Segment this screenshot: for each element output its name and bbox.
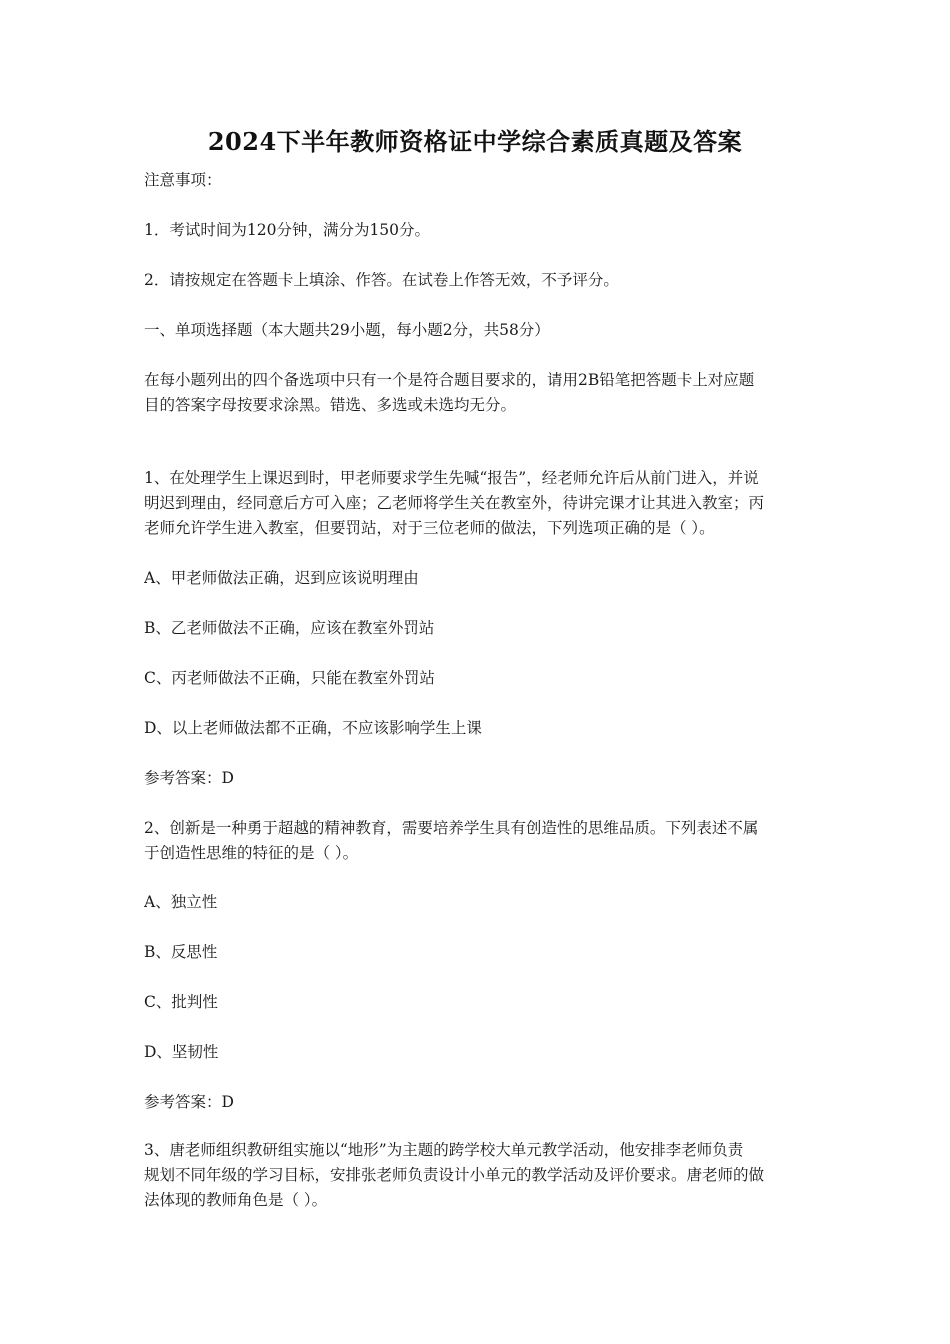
section-heading: 一、单项选择题（本大题共29小题，每小题2分，共58分） (144, 321, 550, 339)
question-stem-line: 法体现的教师角色是（ ）。 (144, 1191, 328, 1209)
question-stem-line: 明迟到理由，经同意后方可入座；乙老师将学生关在教室外，待讲完课才让其进入教室；丙 (144, 494, 765, 512)
question-stem-line: 2、创新是一种勇于超越的精神教育，需要培养学生具有创造性的思维品质。下列表述不属 (144, 819, 759, 837)
instructions-line: 目的答案字母按要求涂黑。错选、多选或未选均无分。 (144, 396, 517, 414)
question-2-option-b: B、反思性 (144, 943, 218, 961)
question-3-stem (144, 1138, 810, 1213)
question-2-answer: 参考答案：D (144, 1093, 234, 1111)
notice-heading: 注意事项： (144, 171, 222, 189)
question-2-stem (144, 816, 810, 866)
question-1-option-d: D、以上老师做法都不正确，不应该影响学生上课 (144, 719, 482, 737)
question-1-stem (144, 466, 810, 541)
question-1-answer: 参考答案：D (144, 769, 234, 787)
question-1-option-a: A、甲老师做法正确，迟到应该说明理由 (144, 569, 419, 587)
question-1-option-c: C、丙老师做法不正确，只能在教室外罚站 (144, 669, 435, 687)
question-2-option-c: C、批判性 (144, 993, 218, 1011)
question-stem-line: 规划不同年级的学习目标，安排张老师负责设计小单元的教学活动及评价要求。唐老师的做 (144, 1166, 765, 1184)
instructions-line: 在每小题列出的四个备选项中只有一个是符合题目要求的，请用2B铅笔把答题卡上对应题 (144, 371, 755, 389)
question-stem-line: 于创造性思维的特征的是（ ）。 (144, 844, 359, 862)
question-stem-line: 1、在处理学生上课迟到时，甲老师要求学生先喊“报告”，经老师允许后从前门进入，并说 (144, 469, 759, 487)
question-2-option-d: D、坚韧性 (144, 1043, 219, 1061)
document-title: 2024下半年教师资格证中学综合素质真题及答案 (207, 127, 743, 156)
question-stem-line: 老师允许学生进入教室，但要罚站，对于三位老师的做法，下列选项正确的是（ ）。 (144, 519, 715, 537)
question-stem-line: 3、唐老师组织教研组实施以“地形”为主题的跨学校大单元教学活动，他安排李老师负责 (144, 1141, 744, 1159)
notice-item-1: 1．考试时间为120分钟，满分为150分。 (144, 221, 431, 239)
instructions-paragraph (144, 368, 810, 418)
question-1-option-b: B、乙老师做法不正确，应该在教室外罚站 (144, 619, 435, 637)
notice-item-2: 2．请按规定在答题卡上填涂、作答。在试卷上作答无效，不予评分。 (144, 271, 619, 289)
question-2-option-a: A、独立性 (144, 893, 218, 911)
